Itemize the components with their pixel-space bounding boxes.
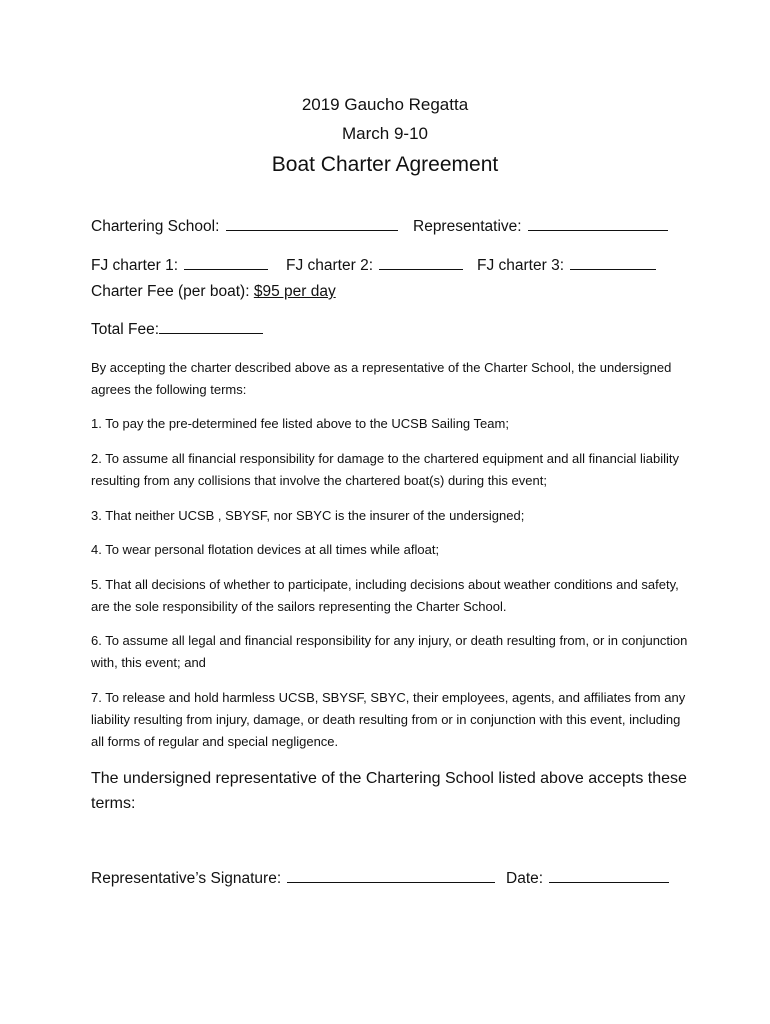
term-5: 5. That all decisions of whether to participate, including decisions about weather conditions and safety, are the sole responsibility of the sailors representing the Charter School. xyxy=(91,577,679,614)
term-2: 2. To assume all financial responsibility for damage to the chartered equipment and all financial liability resulting from any collisions that involve the chartered boat(s) during this event; xyxy=(91,451,679,488)
signature-blank[interactable] xyxy=(287,881,495,883)
date-row xyxy=(506,870,669,888)
fj-charter-2-blank[interactable] xyxy=(379,268,463,270)
fj-charter-3-blank[interactable] xyxy=(570,268,656,270)
fj-charter-3-label: FJ charter 3: xyxy=(477,257,564,274)
term-1: 1. To pay the pre-determined fee listed above to the UCSB Sailing Team; xyxy=(91,416,509,431)
chartering-school-blank[interactable] xyxy=(226,229,398,231)
representative-blank[interactable] xyxy=(528,229,668,231)
fj-charter-1-label: FJ charter 1: xyxy=(91,257,178,274)
event-dates: March 9-10 xyxy=(342,124,428,143)
date-label: Date: xyxy=(506,870,544,887)
signature-row xyxy=(91,870,495,888)
term-6: 6. To assume all legal and financial responsibility for any injury, or death resulting from, or in conjunction with, this event; and xyxy=(91,633,688,670)
event-name: 2019 Gaucho Regatta xyxy=(301,95,469,114)
chartering-school-label: Chartering School: xyxy=(91,218,220,235)
chartering-school-row xyxy=(91,218,398,236)
representative-row xyxy=(413,218,668,236)
date-blank[interactable] xyxy=(549,881,669,883)
charter-fee-value: $95 per day xyxy=(253,283,336,300)
term-3: 3. That neither UCSB , SBYSF, nor SBYC is the insurer of the undersigned; xyxy=(91,508,525,523)
representative-label: Representative: xyxy=(413,218,522,235)
term-7: 7. To release and hold harmless UCSB, SBYSF, SBYC, their employees, agents, and affiliates from any liability resulting from injury, damage, or death resulting from or in conjunction with this event, including all forms of regular and special negligence. xyxy=(91,690,686,749)
total-fee-blank[interactable] xyxy=(159,332,263,334)
total-fee-label: Total Fee: xyxy=(91,321,160,338)
document-title: Boat Charter Agreement xyxy=(271,153,499,176)
intro-paragraph: By accepting the charter described above as a representative of the Charter School, the undersigned agrees the following terms: xyxy=(91,360,672,397)
fj-charter-2-row xyxy=(286,257,463,275)
acceptance-statement: The undersigned representative of the Chartering School listed above accepts these terms: xyxy=(91,770,687,812)
charter-fee-label: Charter Fee (per boat): xyxy=(91,283,250,300)
term-4: 4. To wear personal flotation devices at all times while afloat; xyxy=(91,542,440,557)
signature-label: Representative’s Signature: xyxy=(91,870,282,887)
fj-charter-1-blank[interactable] xyxy=(184,268,268,270)
fj-charter-2-label: FJ charter 2: xyxy=(286,257,373,274)
fj-charter-3-row xyxy=(477,257,656,275)
charter-fee-row xyxy=(91,283,336,301)
fj-charter-1-row xyxy=(91,257,268,275)
total-fee-row xyxy=(91,321,263,339)
